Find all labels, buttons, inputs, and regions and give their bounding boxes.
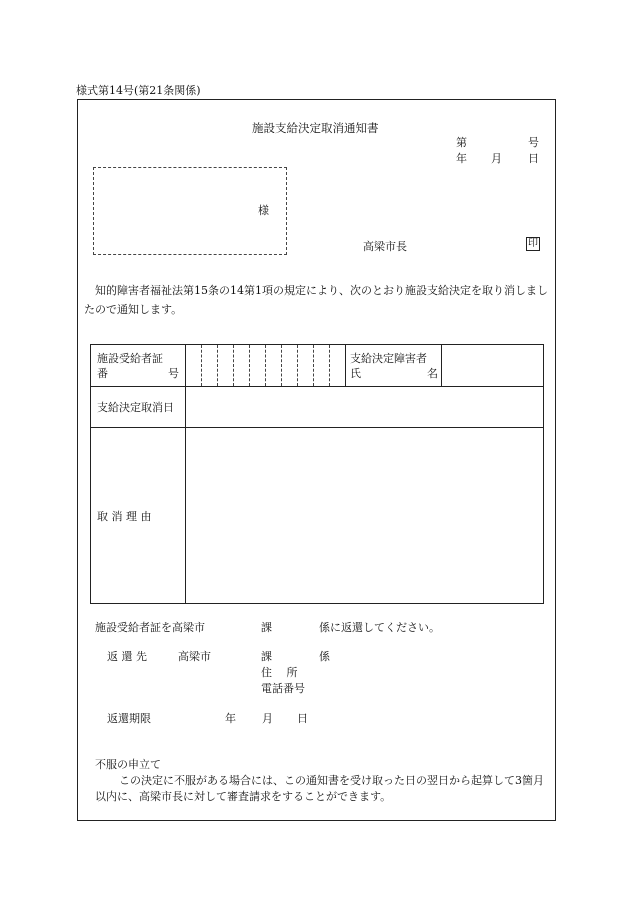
cert-number-digit-boxes	[186, 345, 345, 386]
person-name-label-line1: 支給決定障害者	[350, 351, 427, 365]
date-month-label: 月	[491, 152, 502, 165]
cert-number-digit-box[interactable]	[330, 345, 345, 386]
cert-number-label-go: 号	[168, 366, 179, 380]
return-address-label: 住 所	[261, 666, 298, 679]
date-year-label: 年	[456, 152, 467, 165]
return-destination-label: 返 還 先	[107, 650, 147, 663]
return-deadline-year: 年	[225, 712, 236, 725]
details-table	[90, 344, 544, 604]
person-name-label-line2	[350, 366, 438, 381]
cert-number-label-text: 施設受給者証	[97, 351, 163, 365]
cert-number-label-line1	[97, 351, 179, 366]
return-instruction-suffix: 係に返還してください。	[319, 621, 440, 634]
person-name-label-mei: 名	[427, 366, 438, 380]
recipient-honorific: 様	[258, 204, 269, 217]
date-day-label: 日	[528, 152, 539, 165]
return-instruction-ka: 課	[261, 621, 272, 634]
cert-number-digit-box[interactable]	[266, 345, 282, 386]
return-destination-kakari: 係	[319, 650, 330, 663]
cert-number-digit-box[interactable]	[298, 345, 314, 386]
cert-number-digit-box[interactable]	[202, 345, 218, 386]
return-deadline-day: 日	[297, 712, 308, 725]
return-deadline-label: 返還期限	[107, 712, 151, 725]
cert-number-label-line2	[97, 366, 179, 381]
cert-number-digit-box[interactable]	[186, 345, 202, 386]
appeal-text: この決定に不服がある場合には、この通知書を受け取った日の翌日から起算して3箇月以内に、高梁市長に対して審査請求をすることができます。	[95, 774, 544, 803]
return-destination-city: 高梁市	[178, 650, 211, 663]
cancel-reason-label: 取 消 理 由	[91, 428, 186, 604]
notice-body: 知的障害者福祉法第15条の14第1項の規定により、次のとおり施設支給決定を取り消しましたので通知します。	[84, 284, 548, 316]
person-name-label-shi: 氏	[350, 366, 361, 380]
person-name-field[interactable]	[442, 345, 544, 387]
seal-stamp: 印	[528, 238, 538, 249]
appeal-heading: 不服の申立て	[95, 758, 161, 771]
return-phone-label: 電話番号	[261, 682, 305, 695]
return-destination-ka: 課	[261, 650, 272, 663]
form-code: 様式第14号(第21条関係)	[76, 84, 201, 97]
cancel-reason-field[interactable]	[186, 428, 544, 604]
cancel-date-label: 支給決定取消日	[91, 387, 186, 428]
person-name-label	[346, 345, 442, 387]
cert-number-digit-box[interactable]	[282, 345, 298, 386]
issuer-name: 高梁市長	[363, 240, 407, 253]
doc-number-suffix: 号	[528, 136, 539, 149]
cancel-date-field[interactable]	[186, 387, 544, 428]
cert-number-field[interactable]	[186, 345, 346, 387]
return-instruction-prefix: 施設受給者証を高梁市	[95, 621, 205, 634]
cert-number-digit-box[interactable]	[314, 345, 330, 386]
return-deadline-month: 月	[262, 712, 273, 725]
cert-number-digit-box[interactable]	[250, 345, 266, 386]
cert-number-digit-box[interactable]	[234, 345, 250, 386]
document-title: 施設支給決定取消通知書	[252, 121, 379, 135]
cert-number-digit-box[interactable]	[218, 345, 234, 386]
cert-number-label	[91, 345, 186, 387]
doc-number-prefix: 第	[456, 136, 467, 149]
cert-number-label-ban: 番	[97, 366, 108, 380]
